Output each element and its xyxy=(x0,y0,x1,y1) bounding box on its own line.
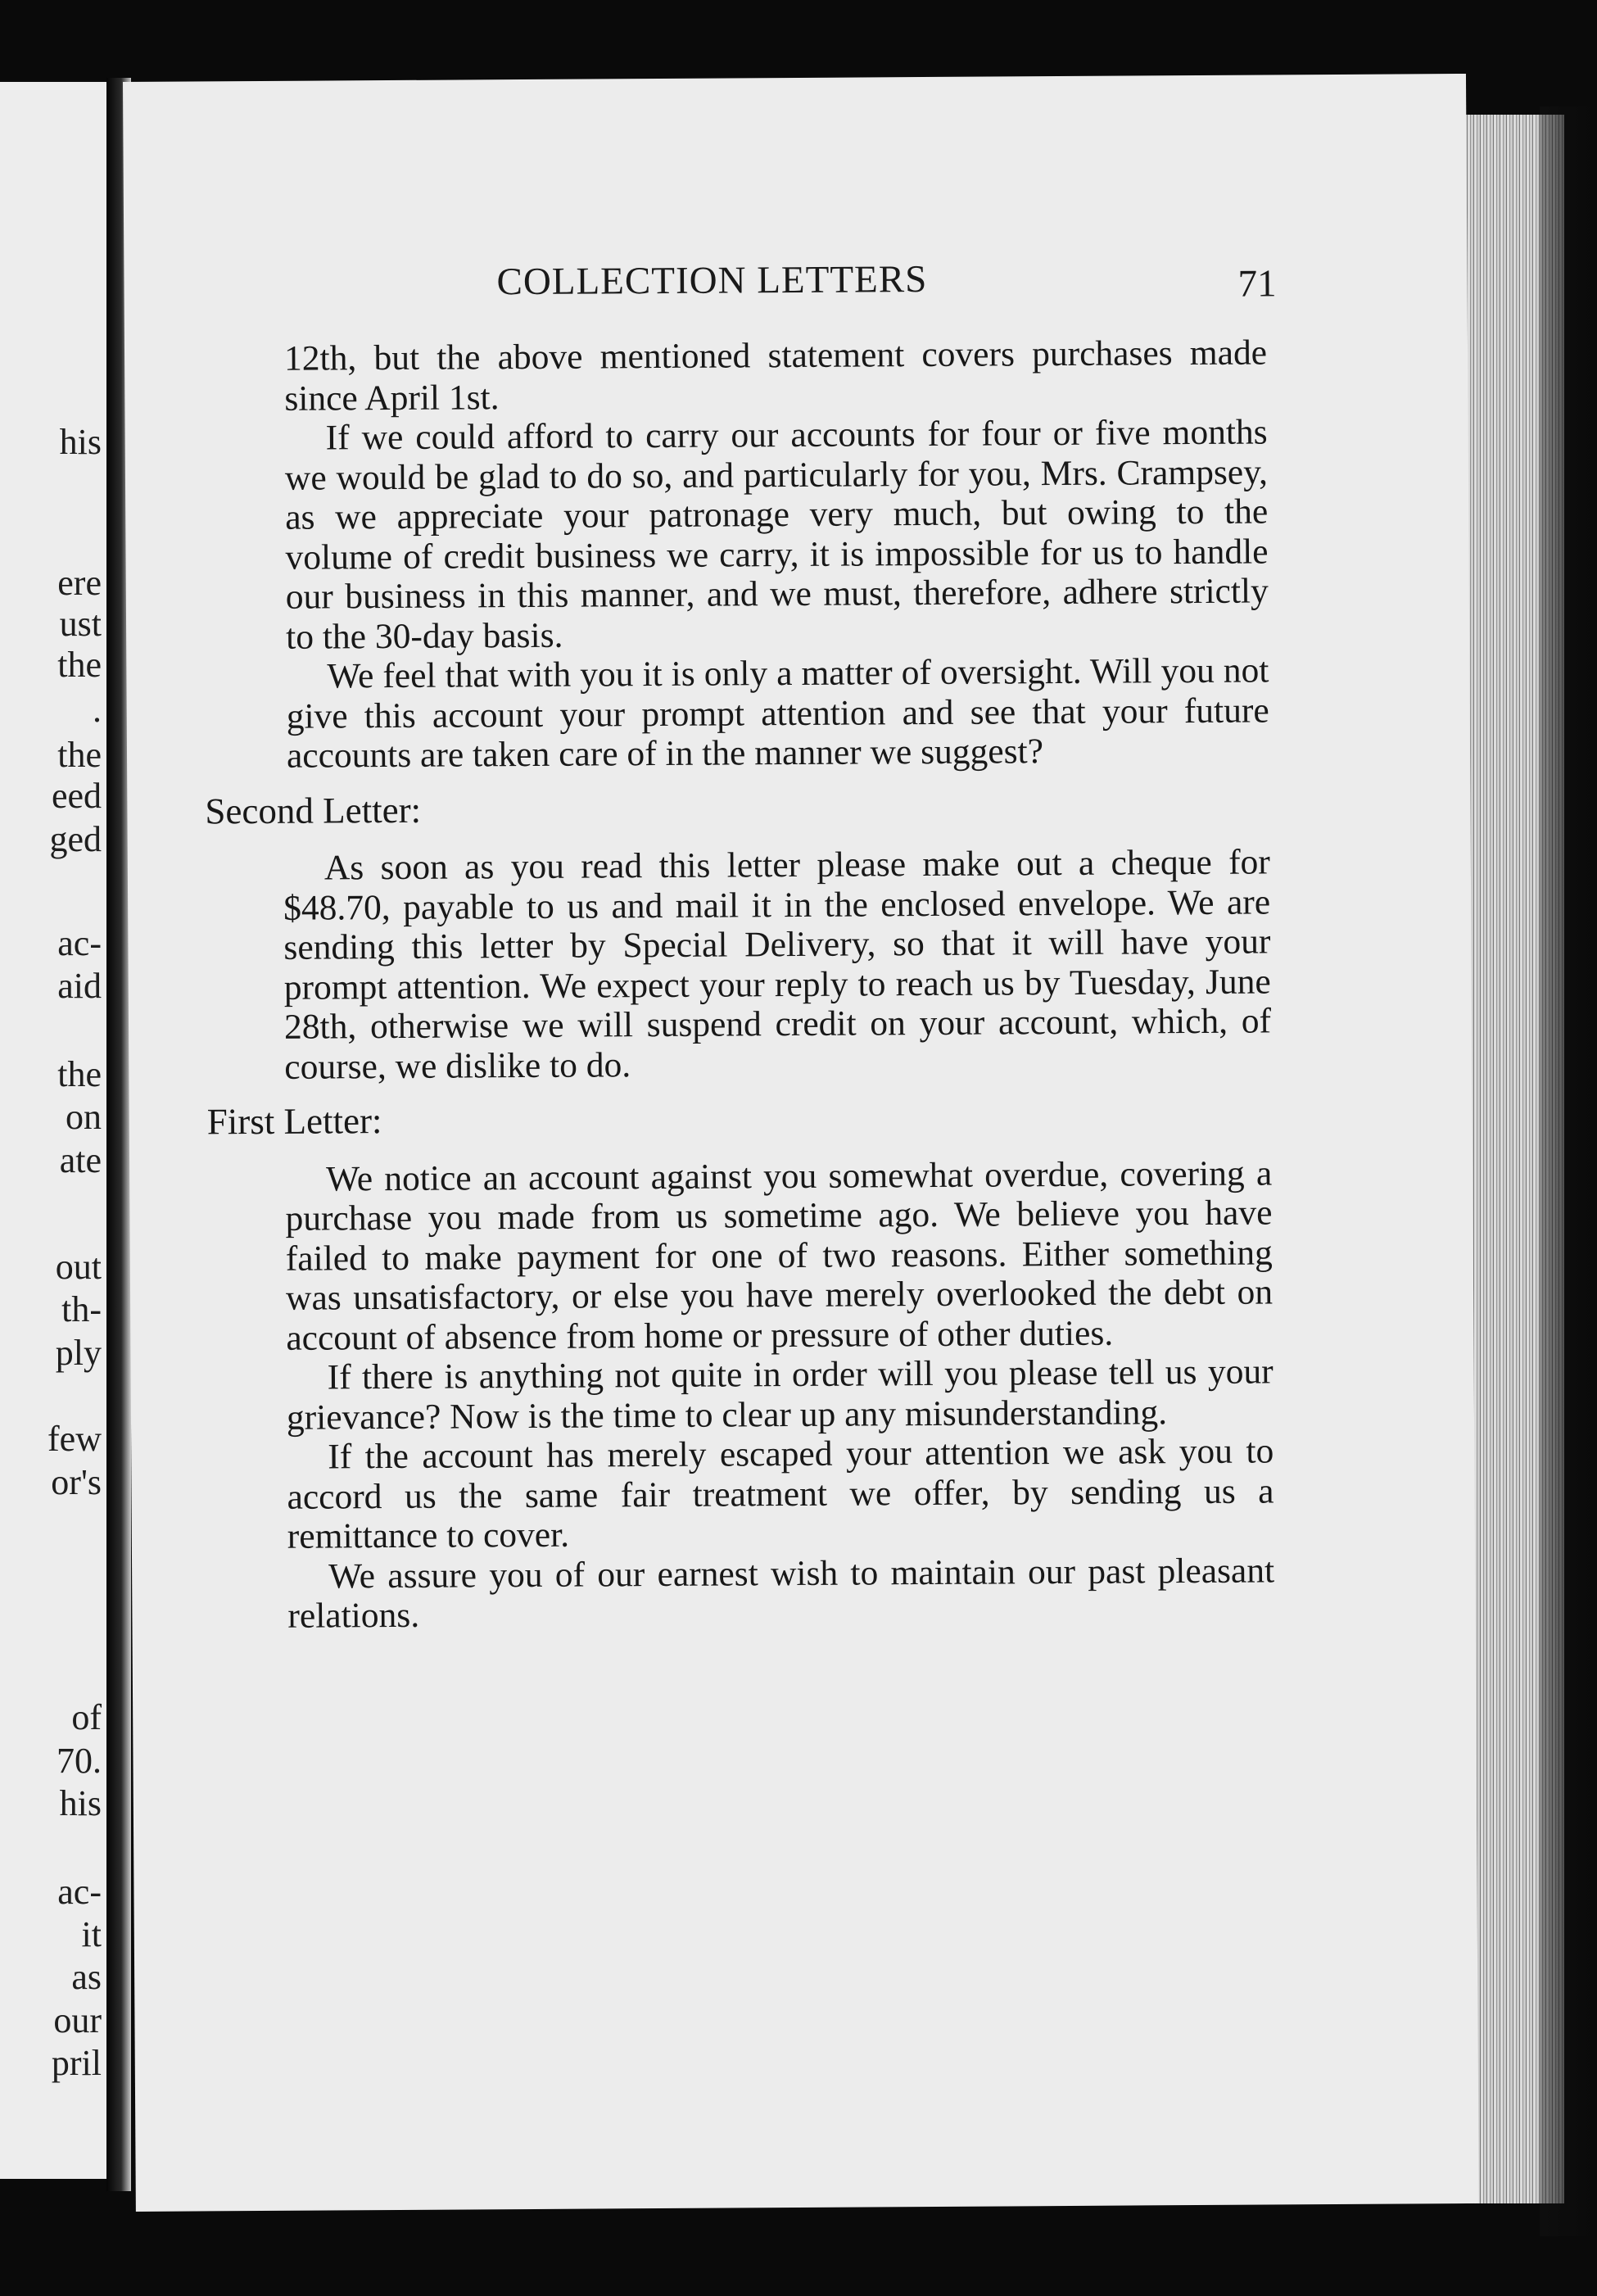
second-letter-body xyxy=(283,842,1272,1086)
paragraph: If the account has merely escaped your attention we ask you to accord us the same fair treatment we offer, by sending us a remittance to cover. xyxy=(287,1431,1274,1556)
left-fragment: th- xyxy=(61,1289,102,1329)
left-fragment: as xyxy=(71,1957,102,1997)
paragraph: If there is anything not quite in order will you please tell us your grievance? Now is the time to clear up any misunderstanding. xyxy=(286,1352,1274,1438)
paragraph-continued: 12th, but the above mentioned statement covers purchases made since April 1st. xyxy=(283,333,1268,419)
second-letter-heading: Second Letter: xyxy=(205,789,422,831)
left-fragment: ate xyxy=(59,1140,102,1180)
left-fragment: his xyxy=(59,1783,102,1823)
left-fragment: of xyxy=(71,1697,102,1737)
left-fragment: eed xyxy=(51,776,102,816)
first-letter-heading: First Letter: xyxy=(206,1100,382,1143)
left-fragment: it xyxy=(81,1914,102,1954)
edge-shadow xyxy=(1540,106,1597,2236)
left-fragment: 70. xyxy=(57,1741,102,1781)
left-fragment: the xyxy=(57,645,102,685)
paragraph: As soon as you read this letter please make out a cheque for $48.70, payable to us and mail it in the enclosed envelope. We are sending this letter by Special Delivery, so that it will have your prompt attention. We expect your reply to reach us by Tuesday, June 28th, otherwise we will suspend credit on your account, which, of course, we dislike to do. xyxy=(283,842,1272,1087)
left-fragment: or's xyxy=(51,1462,102,1502)
left-fragment: the xyxy=(57,1054,102,1094)
left-fragment: ere xyxy=(57,563,102,603)
left-fragment: out xyxy=(55,1247,102,1287)
running-head: COLLECTION LETTERS xyxy=(496,258,928,304)
left-fragment: ac- xyxy=(57,923,102,963)
left-fragment: pril xyxy=(51,2043,102,2083)
left-fragment: . xyxy=(93,690,102,730)
left-fragment: ply xyxy=(55,1333,102,1373)
left-fragment: our xyxy=(53,2000,102,2040)
first-letter-body xyxy=(285,1153,1275,1636)
body-text xyxy=(205,333,1275,1636)
paragraph: If we could afford to carry our accounts for four or five months we would be glad to do so, and particularly for you, Mrs. Crampsey, as we appreciate your patronage very much, but owing to the volume of credit business we carry, it is impossible for us to handle our business in this manner, and we must, therefore, adhere strictly to the 30-day basis. xyxy=(284,412,1269,657)
main-page xyxy=(123,74,1479,2212)
left-fragment: on xyxy=(66,1097,102,1137)
left-fragment: aid xyxy=(57,966,102,1006)
left-fragment: ged xyxy=(49,819,102,859)
left-fragment: the xyxy=(57,735,102,775)
left-facing-page xyxy=(0,82,115,2179)
paragraph: We feel that with you it is only a matter of oversight. Will you not give this account your prompt attention and see that your future accounts are taken care of in the manner we suggest? xyxy=(286,650,1269,776)
left-fragment: few xyxy=(48,1419,102,1459)
page-number: 71 xyxy=(1237,262,1277,306)
paragraph: We assure you of our earnest wish to maintain our past pleasant relations. xyxy=(287,1550,1275,1636)
left-fragment: his xyxy=(59,422,102,462)
left-fragment: ac- xyxy=(57,1872,102,1912)
left-fragment: ust xyxy=(59,604,102,644)
paragraph: We notice an account against you somewhat overdue, covering a purchase you made from us sometime ago. We believe you have failed to make payment for one of two reasons. Either something was unsatisfactory, or else you have merely overlooked the debt on account of absence from home or pressure of other duties. xyxy=(285,1153,1274,1358)
